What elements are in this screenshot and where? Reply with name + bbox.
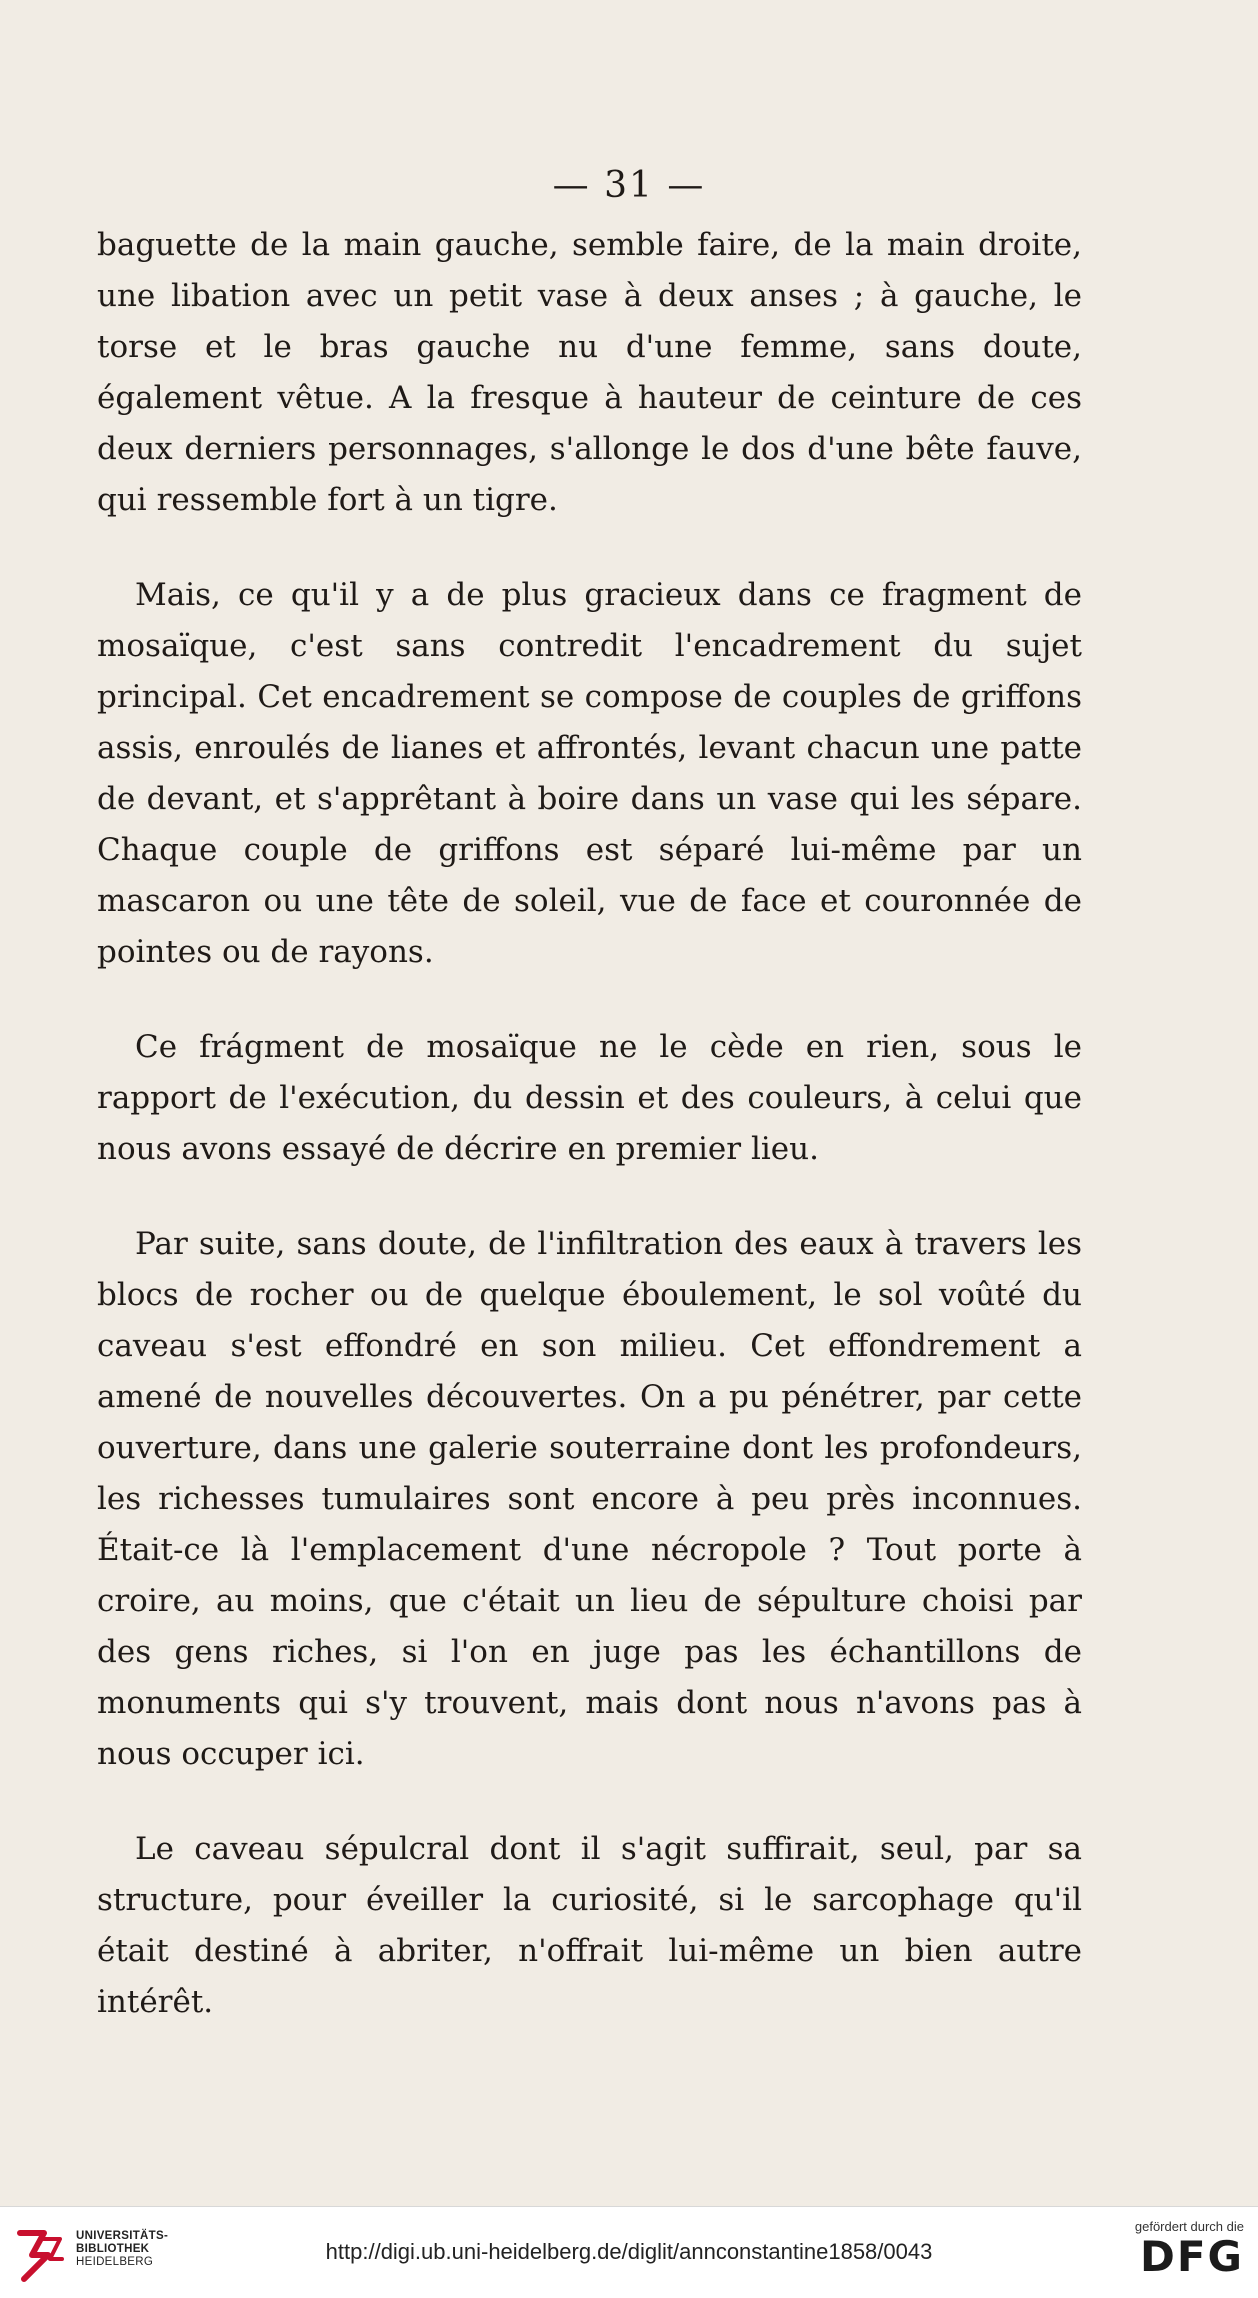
dfg-logo: DFG <box>1139 2232 1244 2281</box>
library-name-line-3: HEIDELBERG <box>76 2256 154 2268</box>
funding-notice <box>1104 2219 1244 2280</box>
page-number: — 31 — <box>552 165 706 206</box>
library-name-line-2: BIBLIOTHEK <box>76 2243 150 2255</box>
viewer-footer <box>0 2206 1258 2298</box>
paragraph-1: baguette de la main gauche, semble faire, de la main droite, une libation avec un petit vase à deux anses ; à gauche, le torse et le bras gauche nu d'une femme, sans doute, également vêtue. A la fresque à hauteur de ceinture de ces deux derniers personnages, s'allonge le dos d'une bête fauve, qui ressemble fort à un tigre. <box>97 227 1082 518</box>
paragraph-4: Par suite, sans doute, de l'infiltration des eaux à travers les blocs de rocher ou de quelque éboulement, le sol voûté du caveau s'est effondré en son milieu. Cet effondrement a amené de nouvelles découvertes. On a pu pénétrer, par cette ouverture, dans une galerie souterraine dont les profondeurs, les richesses tumulaires sont encore à peu près inconnues. Était-ce là l'emplacement d'une nécropole ? Tout porte à croire, au moins, que c'était un lieu de sépulture choisi par des gens riches, si l'on en juge pas les échantillons de monuments qui s'y trouvent, mais dont nous n'avons pas à nous occuper ici. <box>97 1226 1082 1772</box>
library-name-line-1: UNIVERSITÄTS- <box>76 2230 169 2242</box>
permalink-url[interactable]: http://digi.ub.uni-heidelberg.de/diglit/annconstantine1858/0043 <box>325 2239 933 2264</box>
body-text <box>97 220 1082 2028</box>
paragraph-3: Ce frágment de mosaïque ne le cède en rien, sous le rapport de l'exécution, du dessin et des couleurs, à celui que nous avons essayé de décrire en premier lieu. <box>97 1029 1082 1167</box>
funded-by-label: gefördert durch die <box>1134 2219 1244 2234</box>
paragraph-5: Le caveau sépulcral dont il s'agit suffirait, seul, par sa structure, pour éveiller la curiosité, si le sarcophage qu'il était destiné à abriter, n'offrait lui-même un bien autre intérêt. <box>97 1831 1082 2020</box>
paragraph-2: Mais, ce qu'il y a de plus gracieux dans ce fragment de mosaïque, c'est sans contredit l'encadrement du sujet principal. Cet encadrement se compose de couples de griffons assis, enroulés de lianes et affrontés, levant chacun une patte de devant, et s'apprêtant à boire dans un vase qui les sépare. Chaque couple de griffons est séparé lui-même par un mascaron ou une tête de soleil, vue de face et couronnée de pointes ou de rayons. <box>97 577 1082 970</box>
